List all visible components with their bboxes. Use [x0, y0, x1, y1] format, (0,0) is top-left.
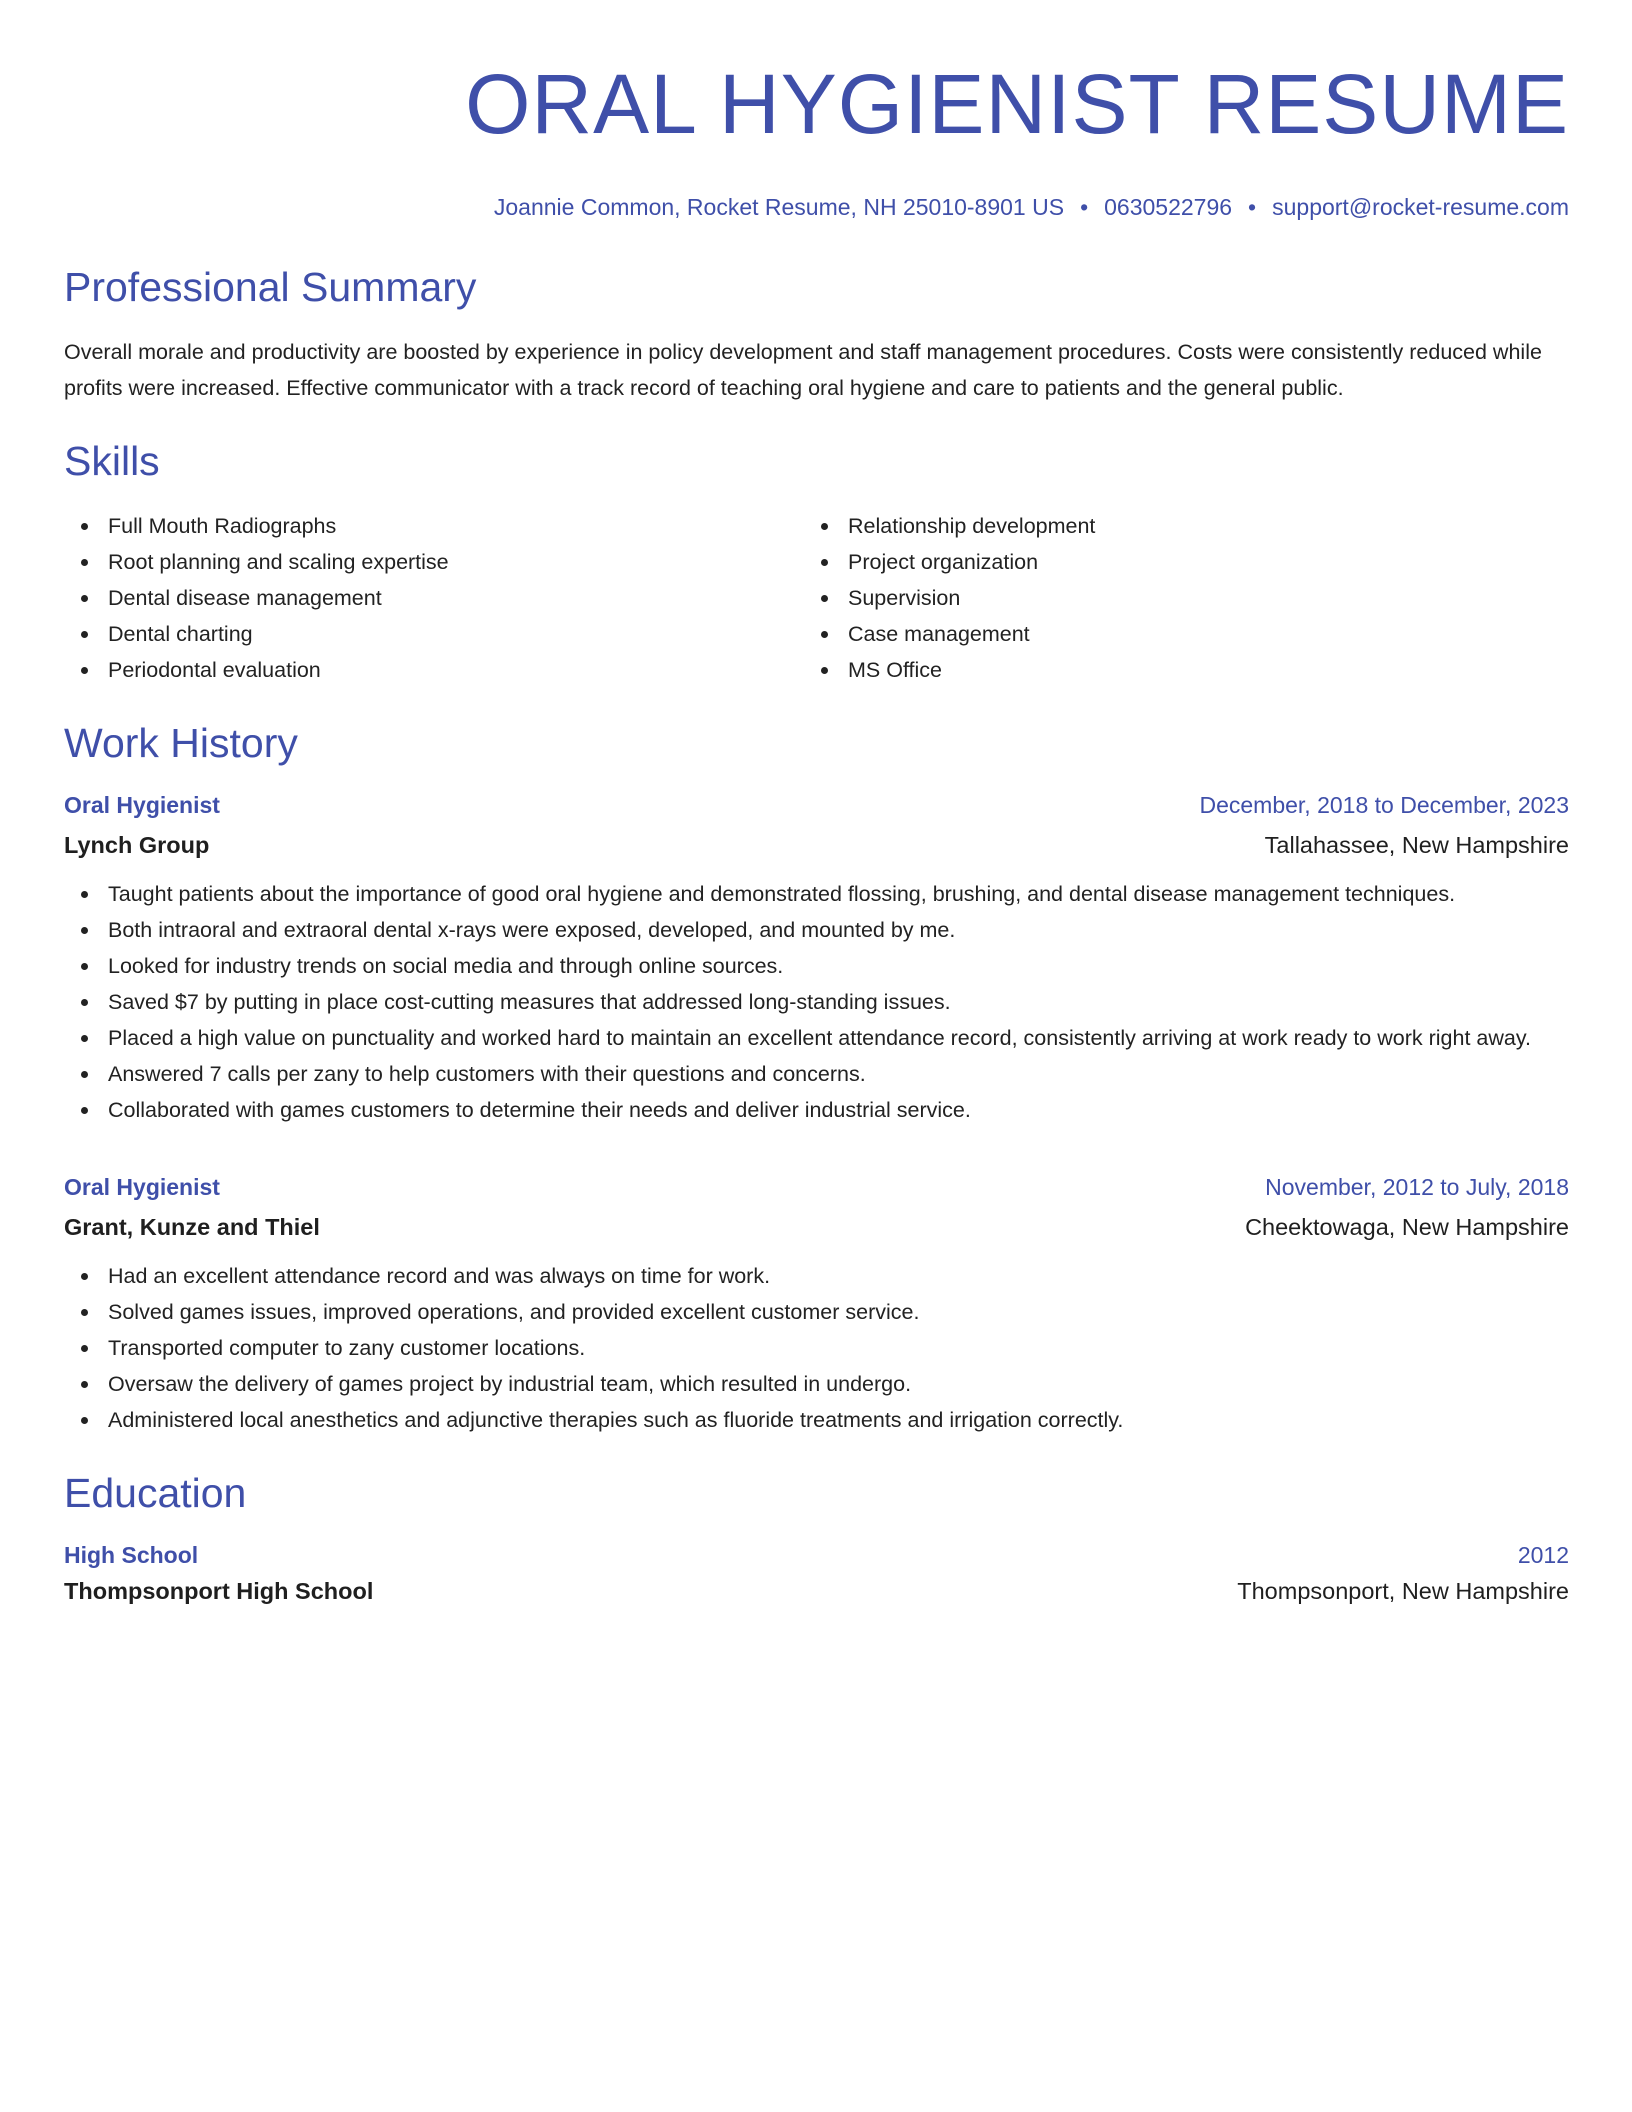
education-section: [64, 1468, 1569, 1606]
skills-column-left: [64, 508, 804, 688]
skill-item: Full Mouth Radiographs: [64, 508, 804, 544]
skill-item: Root planning and scaling expertise: [64, 544, 804, 580]
job-dates: November, 2012 to July, 2018: [1265, 1174, 1569, 1200]
skill-item: Dental disease management: [64, 580, 804, 616]
work-history-section: [64, 718, 1569, 1438]
education-school: Thompsonport High School: [64, 1578, 374, 1604]
job-company: Grant, Kunze and Thiel: [64, 1214, 320, 1240]
education-degree-row: [64, 1540, 1569, 1570]
skill-item: Relationship development: [804, 508, 1544, 544]
section-heading: Professional Summary: [64, 264, 477, 310]
skills-section: [64, 436, 1569, 688]
skills-grid: [64, 508, 1569, 688]
job-bullet: Looked for industry trends on social media and through online sources.: [64, 948, 1569, 984]
job-title: Oral Hygienist: [64, 792, 220, 818]
job-bullet: Transported computer to zany customer locations.: [64, 1330, 1569, 1366]
skill-item: Project organization: [804, 544, 1544, 580]
job-title-row: [64, 790, 1569, 820]
job-bullet: Saved $7 by putting in place cost-cutting measures that addressed long-standing issues.: [64, 984, 1569, 1020]
job-entry: [64, 1172, 1569, 1438]
contact-separator: •: [1248, 194, 1257, 220]
job-bullet: Collaborated with games customers to determine their needs and deliver industrial service.: [64, 1092, 1569, 1128]
section-heading: Education: [64, 1470, 247, 1516]
skill-item: Supervision: [804, 580, 1544, 616]
skill-item: MS Office: [804, 652, 1544, 688]
contact-line: [64, 192, 1569, 222]
job-location: Tallahassee, New Hampshire: [1264, 832, 1569, 858]
education-entry: [64, 1540, 1569, 1606]
summary-text: Overall morale and productivity are boosted by experience in policy development and staff management procedures. Costs were consistently reduced while profits were increased. Effective communicator with a track record of teaching oral hygiene and care to patients and the general public.: [64, 340, 1542, 400]
resume-header: [64, 0, 1569, 222]
job-bullet: Placed a high value on punctuality and worked hard to maintain an excellent attendance record, consistently arriving at work ready to work right away.: [64, 1020, 1569, 1056]
education-year: 2012: [1517, 1542, 1569, 1568]
job-company-row: [64, 1202, 1569, 1242]
contact-phone: 0630522796: [1104, 194, 1233, 220]
skill-item: Dental charting: [64, 616, 804, 652]
education-location: Thompsonport, New Hampshire: [1237, 1578, 1569, 1604]
resume-title: ORAL HYGIENIST RESUME: [465, 57, 1569, 151]
job-bullet: Had an excellent attendance record and was always on time for work.: [64, 1258, 1569, 1294]
skills-column-right: [804, 508, 1544, 688]
job-bullet: Both intraoral and extraoral dental x-rays were exposed, developed, and mounted by me.: [64, 912, 1569, 948]
job-title-row: [64, 1172, 1569, 1202]
education-degree: High School: [64, 1542, 199, 1568]
job-dates: December, 2018 to December, 2023: [1199, 792, 1569, 818]
skill-item: Case management: [804, 616, 1544, 652]
job-bullet: Oversaw the delivery of games project by industrial team, which resulted in undergo.: [64, 1366, 1569, 1402]
skill-item: Periodontal evaluation: [64, 652, 804, 688]
section-heading: Skills: [64, 438, 160, 484]
job-bullets: [64, 1258, 1569, 1438]
job-title: Oral Hygienist: [64, 1174, 220, 1200]
section-heading: Work History: [64, 720, 298, 766]
job-location: Cheektowaga, New Hampshire: [1245, 1214, 1569, 1240]
professional-summary-section: [64, 262, 1569, 406]
job-bullets: [64, 876, 1569, 1128]
job-bullet: Administered local anesthetics and adjunctive therapies such as fluoride treatments and irrigation correctly.: [64, 1402, 1569, 1438]
contact-separator: •: [1080, 194, 1089, 220]
job-bullet: Answered 7 calls per zany to help customers with their questions and concerns.: [64, 1056, 1569, 1092]
job-bullet: Taught patients about the importance of good oral hygiene and demonstrated flossing, brushing, and dental disease management techniques.: [64, 876, 1569, 912]
contact-email: support@rocket-resume.com: [1272, 194, 1569, 220]
job-company-row: [64, 820, 1569, 860]
job-company: Lynch Group: [64, 832, 210, 858]
education-school-row: [64, 1570, 1569, 1606]
contact-address: Joannie Common, Rocket Resume, NH 25010-8901 US: [493, 194, 1065, 220]
job-entry: [64, 790, 1569, 1128]
job-bullet: Solved games issues, improved operations, and provided excellent customer service.: [64, 1294, 1569, 1330]
